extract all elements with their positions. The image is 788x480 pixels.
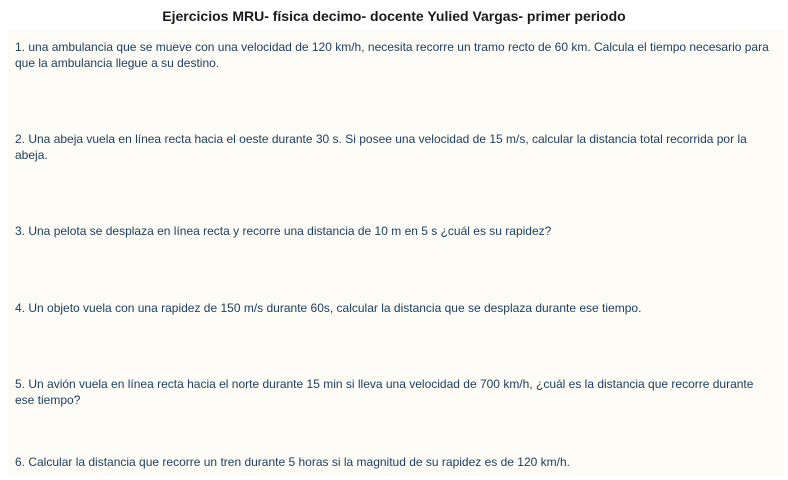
question-2: 2. Una abeja vuela en línea recta hacia el oeste durante 30 s. Si posee una velocidad de 15 m/s, calcular la distancia total recorrida por la abeja.: [15, 132, 747, 162]
question-5: 5. Un avión vuela en línea recta hacia el norte durante 15 min si lleva una velocidad de 700 km/h, ¿cuál es la distancia que recorre durante ese tiempo?: [15, 377, 754, 407]
content-panel: [8, 30, 784, 476]
page-title: Ejercicios MRU- física decimo- docente Yulied Vargas- primer periodo: [162, 8, 626, 24]
question-1: 1. una ambulancia que se mueve con una velocidad de 120 km/h, necesita recorre un tramo recto de 60 km. Calcula el tiempo necesario para que la ambulancia llegue a su destino.: [15, 40, 769, 70]
question-3: 3. Una pelota se desplaza en línea recta y recorre una distancia de 10 m en 5 s ¿cuál es su rapidez?: [15, 224, 552, 238]
question-4: 4. Un objeto vuela con una rapidez de 150 m/s durante 60s, calcular la distancia que se desplaza durante ese tiempo.: [15, 301, 642, 315]
question-6: 6. Calcular la distancia que recorre un tren durante 5 horas si la magnitud de su rapidez es de 120 km/h.: [15, 455, 570, 469]
